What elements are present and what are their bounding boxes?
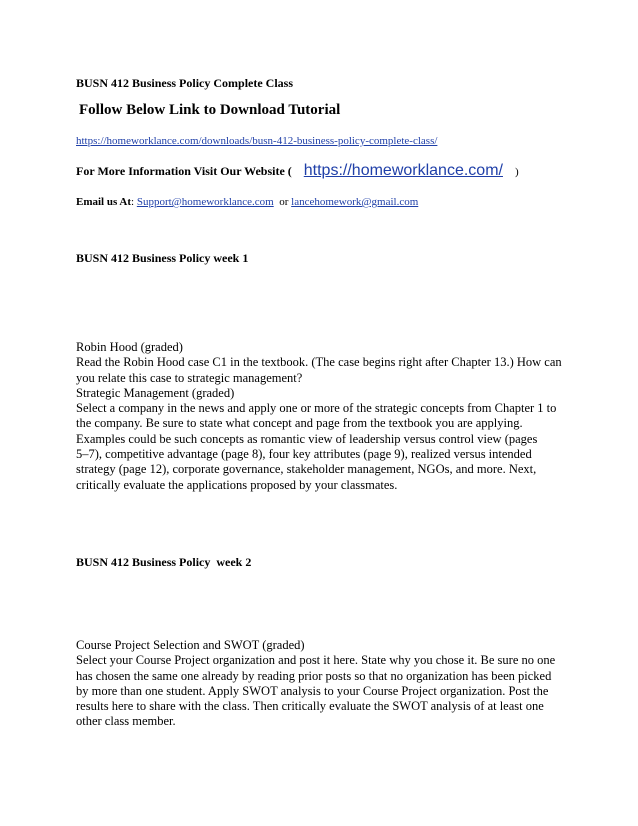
week2-line: has chosen the same one already by reading prior posts so that no organization has been picked — [76, 668, 552, 683]
week1-line: the company. Be sure to state what concept and page from the textbook you are applying. — [76, 416, 523, 431]
download-link-line — [76, 135, 636, 147]
email-or: or — [279, 196, 289, 208]
close-paren: ) — [514, 166, 519, 178]
email-secondary-link[interactable]: lancehomework@gmail.com — [291, 196, 419, 208]
week1-line: Strategic Management (graded) — [76, 385, 235, 400]
week2-heading: BUSN 412 Business Policy week 2 — [76, 555, 252, 569]
more-info-label: For More Information Visit Our Website ( — [76, 164, 292, 178]
more-info-line — [76, 162, 596, 180]
week1-line: you relate this case to strategic management? — [76, 370, 303, 385]
week1-line: Select a company in the news and apply one or more of the strategic concepts from Chapter 1 to — [76, 401, 557, 416]
week2-body — [76, 638, 576, 730]
email-colon: : — [131, 196, 135, 208]
week1-line: Robin Hood (graded) — [76, 340, 183, 354]
follow-instruction: Follow Below Link to Download Tutorial — [79, 102, 341, 118]
download-link[interactable]: https://homeworklance.com/downloads/busn-412-business-policy-complete-class/ — [76, 135, 438, 147]
week2-line: results here to share with the class. Then critically evaluate the SWOT analysis of at least one — [76, 699, 544, 714]
week1-body — [76, 340, 576, 493]
email-line — [76, 196, 616, 208]
week2-line: Course Project Selection and SWOT (graded) — [76, 638, 305, 652]
week1-line: 5–7), competitive advantage (page 8), four key attributes (page 9), realized versus intended — [76, 447, 532, 462]
week1-line: strategy (page 12), corporate governance, stakeholder management, NGOs, and more. Next, — [76, 462, 537, 477]
week1-heading: BUSN 412 Business Policy week 1 — [76, 251, 249, 265]
week2-line: by more than one student. Apply SWOT analysis to your Course Project organization. Post the — [76, 683, 549, 698]
week1-line: critically evaluate the applications proposed by your classmates. — [76, 477, 398, 492]
email-primary-link[interactable]: Support@homeworklance.com — [136, 196, 274, 208]
week2-line: other class member. — [76, 714, 176, 729]
document-title: BUSN 412 Business Policy Complete Class — [76, 76, 294, 90]
email-label: Email us At — [76, 196, 132, 208]
week1-line: Examples could be such concepts as romantic view of leadership versus control view (pages — [76, 431, 538, 446]
week1-line: Read the Robin Hood case C1 in the textbook. (The case begins right after Chapter 13.) How can — [76, 355, 562, 370]
week2-line: Select your Course Project organization and post it here. State why you chose it. Be sure no one — [76, 653, 556, 668]
website-link[interactable]: https://homeworklance.com/ — [303, 162, 503, 179]
